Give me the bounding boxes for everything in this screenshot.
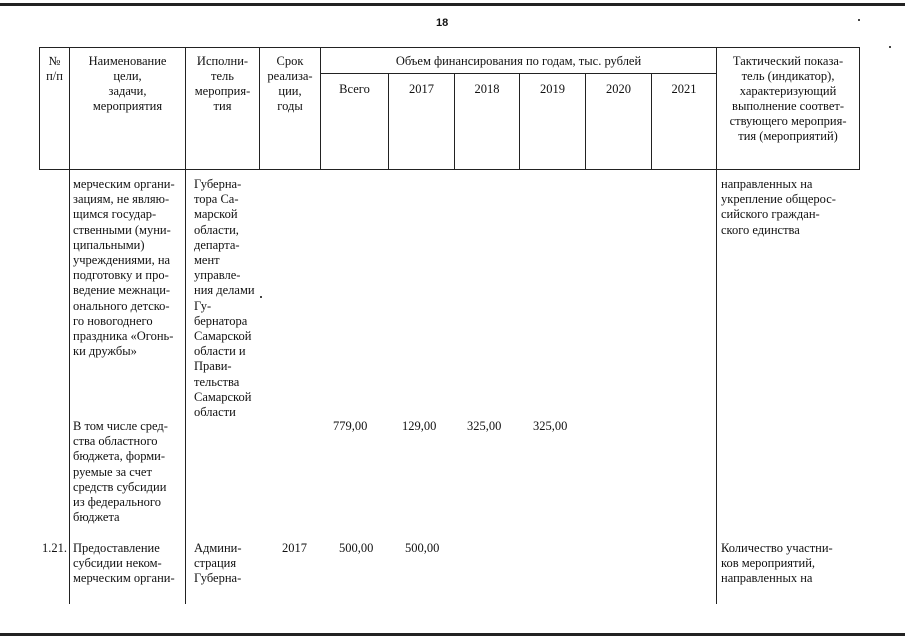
column-divider bbox=[69, 170, 70, 604]
column-divider bbox=[185, 170, 186, 604]
header-year-2018: 2018 bbox=[455, 74, 520, 170]
header-col-name: Наименование цели, задачи, мероприятия bbox=[70, 48, 186, 170]
row1-indicator: направленных на укрепление общерос- сийского граждан- ского единства bbox=[721, 177, 836, 237]
scan-speck bbox=[858, 19, 860, 21]
row3-name: Предоставление субсидии неком- мерческим органи- bbox=[73, 541, 175, 586]
bottom-border-line bbox=[0, 633, 905, 636]
row3-indicator: Количество участни- ков мероприятий, направленных на bbox=[721, 541, 833, 586]
header-col-number: № п/п bbox=[40, 48, 70, 170]
column-divider bbox=[716, 170, 717, 604]
row2-name: В том числе сред- ства областного бюджета, форми- руемые за счет средств субсидии из федерального бюджета bbox=[73, 419, 168, 525]
header-col-term: Срок реализа- ции, годы bbox=[260, 48, 321, 170]
header-year-2020: 2020 bbox=[586, 74, 652, 170]
scan-speck bbox=[889, 46, 891, 48]
table-header bbox=[39, 47, 860, 170]
row2-2019: 325,00 bbox=[533, 419, 568, 433]
header-col-total: Всего bbox=[321, 74, 389, 170]
header-year-2021: 2021 bbox=[652, 74, 717, 170]
header-year-2019: 2019 bbox=[520, 74, 586, 170]
page-number: 18 bbox=[436, 17, 449, 29]
row2-total: 779,00 bbox=[333, 419, 368, 433]
row3-total: 500,00 bbox=[339, 541, 374, 555]
row3-term: 2017 bbox=[282, 541, 307, 555]
header-year-2017: 2017 bbox=[389, 74, 455, 170]
row1-name: мерческим органи- зациям, не являю- щимся государ- ственными (муни- ципальными) учреждениями, на подготовку и про- ведение межнаци- онального детско- го новогоднего праздника «Огонь- ки дружбы» bbox=[73, 177, 175, 359]
top-border-line bbox=[0, 3, 905, 6]
row3-2017: 500,00 bbox=[405, 541, 440, 555]
header-col-executor: Исполни- тель мероприя- тия bbox=[186, 48, 260, 170]
header-col-funding: Объем финансирования по годам, тыс. рублей bbox=[321, 48, 717, 74]
row2-2017: 129,00 bbox=[402, 419, 437, 433]
row3-number: 1.21. bbox=[42, 541, 67, 555]
header-col-indicator: Тактический показа- тель (индикатор), характеризующий выполнение соответ- ствующего мероприя- тия (мероприятий) bbox=[717, 48, 860, 170]
row1-executor: Губерна- тора Са- марской области, департа- мент управле- ния делами Гу- бернатора Самарской области и Прави- тельства Самарской области bbox=[194, 177, 255, 420]
row3-executor: Админи- страция Губерна- bbox=[194, 541, 242, 586]
row2-2018: 325,00 bbox=[467, 419, 502, 433]
